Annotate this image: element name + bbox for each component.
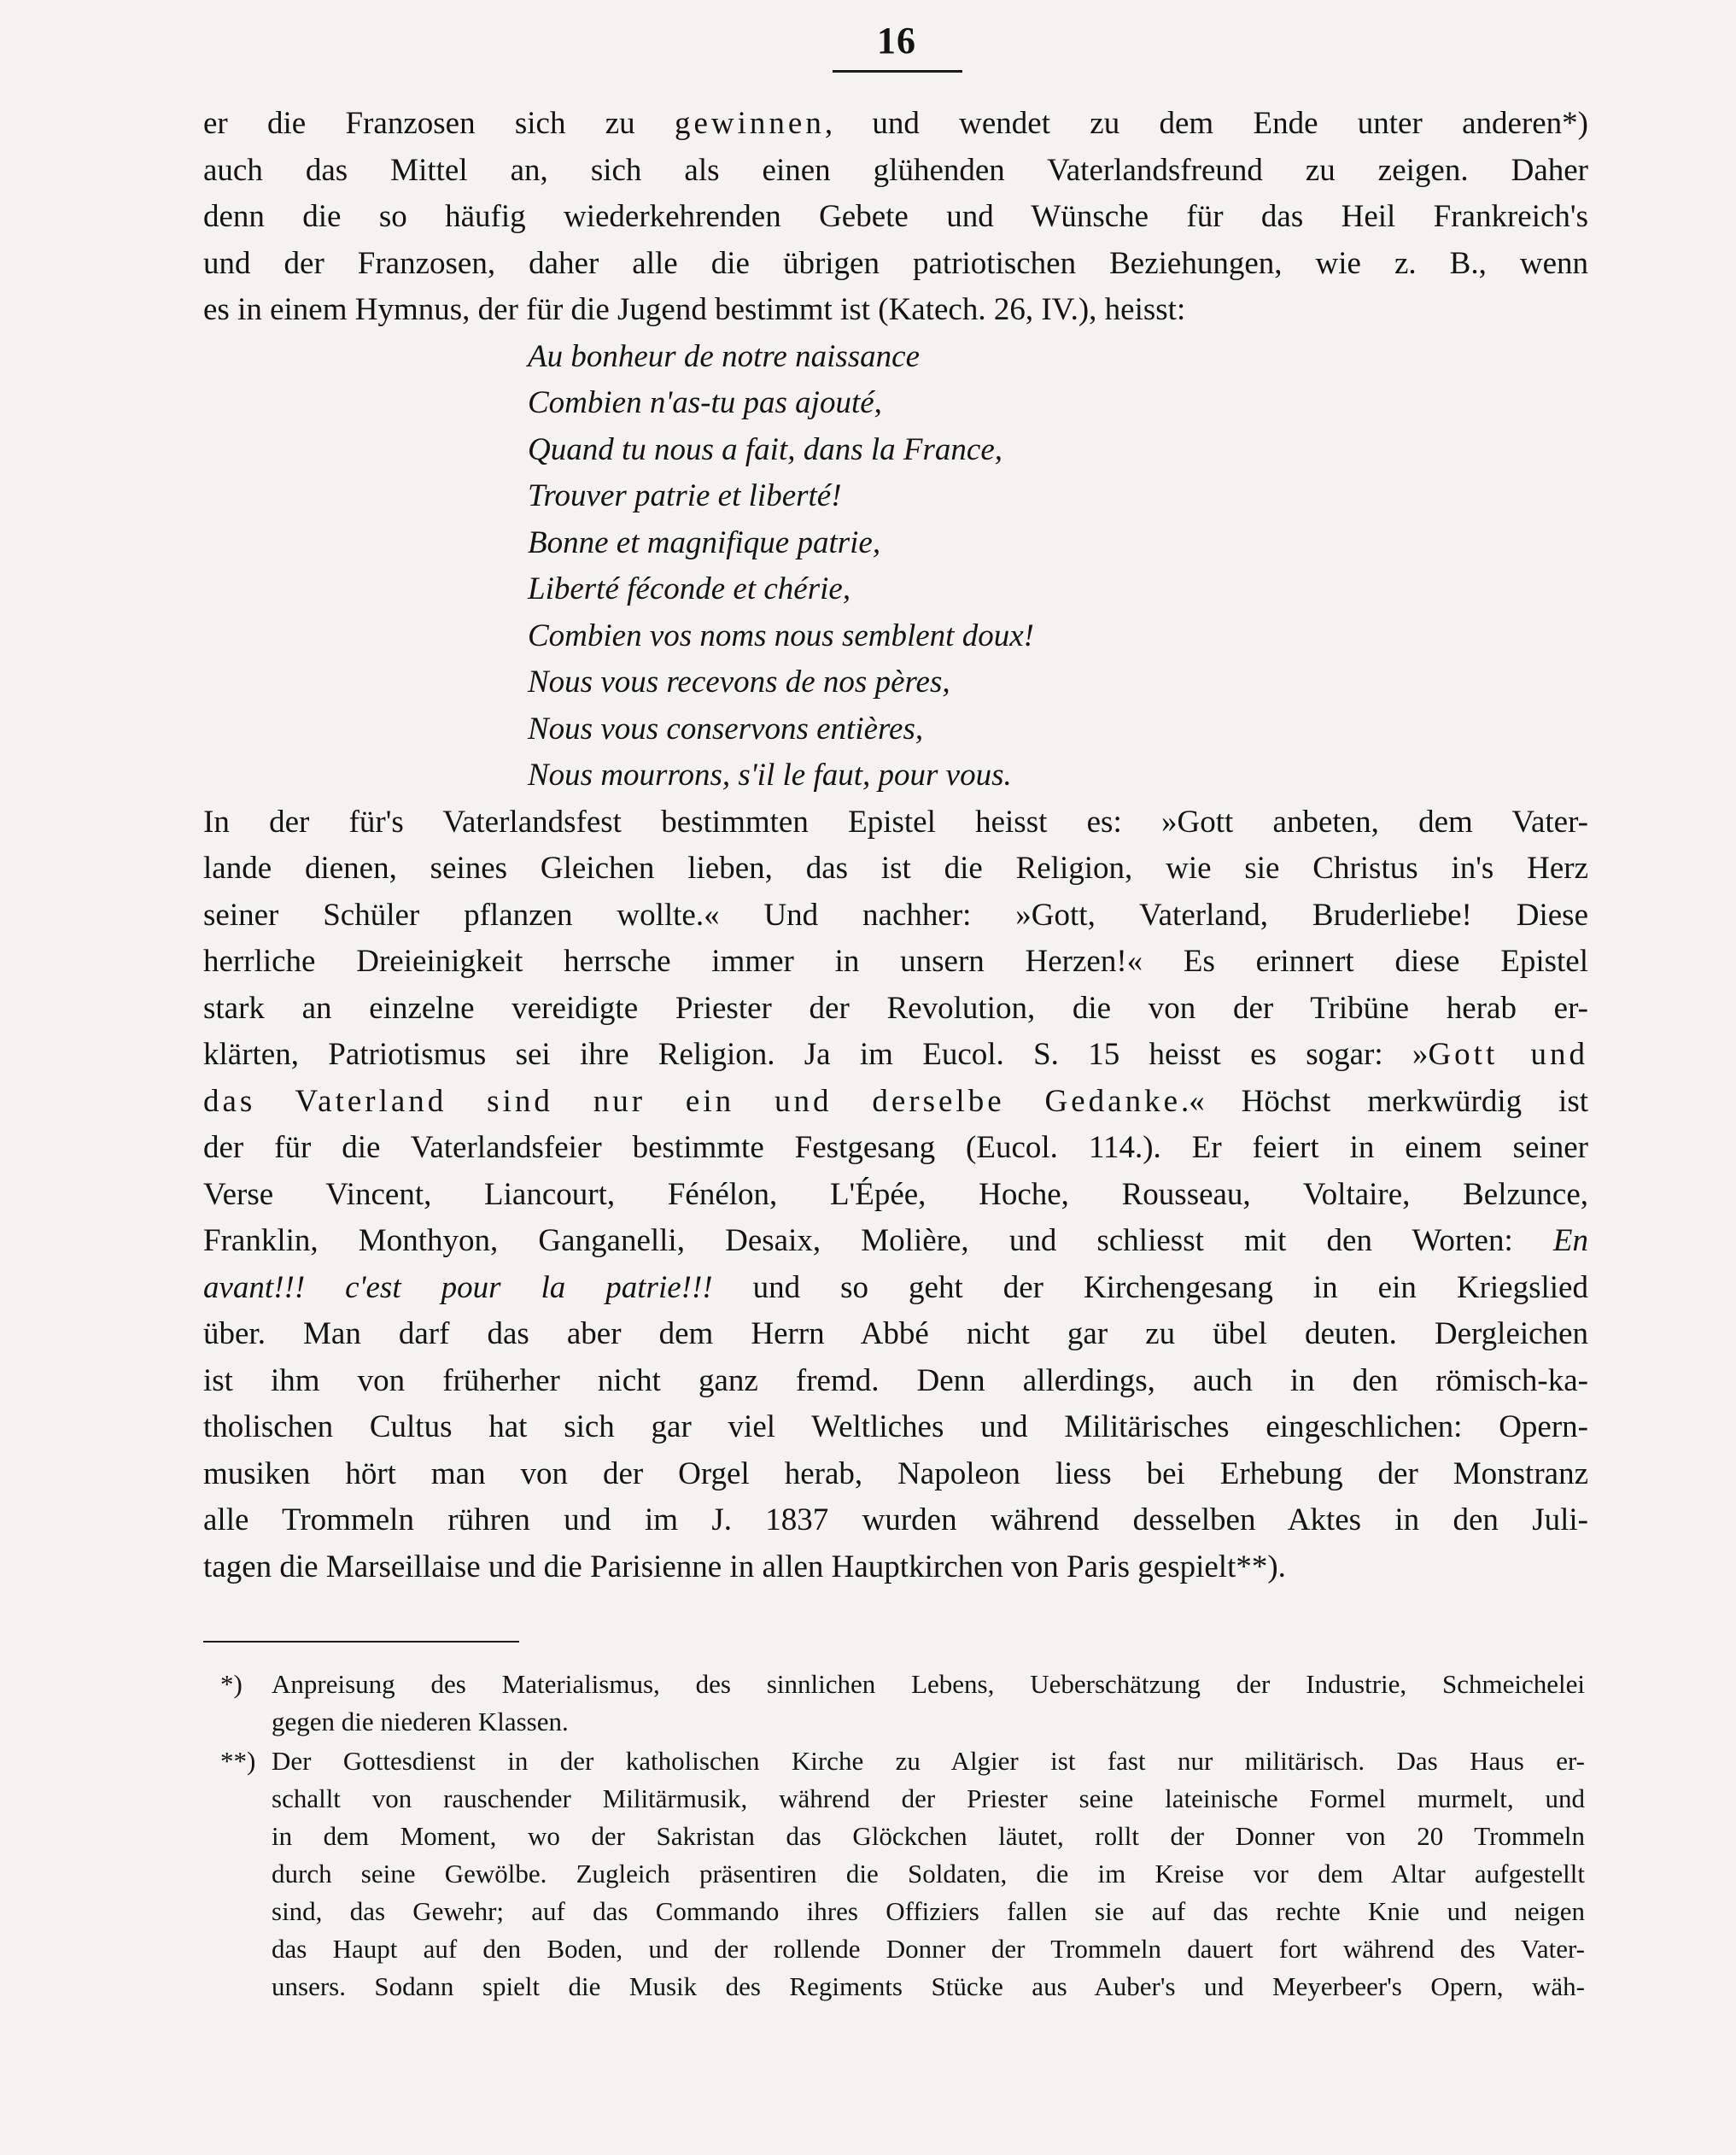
verse-line: Au bonheur de notre naissance [528, 338, 920, 374]
footnote-marker: **) [220, 1746, 256, 1776]
text-line: stark an einzelne vereidigte Priester der Revolution, die von der Tribüne herab er- [203, 990, 1588, 1026]
footnote-marker: *) [220, 1669, 243, 1699]
page-number-rule [833, 70, 962, 73]
text-line: In der für's Vaterlandsfest bestimmten Epistel heisst es: »Gott anbeten, dem Vater- [203, 804, 1588, 840]
footnote-line: in dem Moment, wo der Sakristan das Glöckchen läutet, rollt der Donner von 20 Trommeln [272, 1821, 1585, 1851]
text-line: und der Franzosen, daher alle die übrigen patriotischen Beziehungen, wie z. B., wenn [203, 245, 1588, 281]
verse-line: Trouver patrie et liberté! [528, 478, 842, 513]
text-line: klärten, Patriotismus sei ihre Religion. Ja im Eucol. S. 15 heisst es sogar: »Gott und [203, 1037, 1588, 1072]
text-line: ist ihm von früherher nicht ganz fremd. Denn allerdings, auch in den römisch-ka- [203, 1362, 1588, 1398]
footnote-line: gegen die niederen Klassen. [272, 1707, 569, 1736]
verse-line: Nous mourrons, s'il le faut, pour vous. [528, 758, 1012, 793]
footnote [220, 1666, 1585, 1741]
footnote-line: sind, das Gewehr; auf das Commando ihres Offiziers fallen sie auf das rechte Knie und neigen [272, 1896, 1585, 1926]
main-text [203, 101, 1588, 1590]
text-line: er die Franzosen sich zu gewinnen, und wendet zu dem Ende unter anderen*) [203, 106, 1588, 141]
emphasis-spaced: Gott und [1428, 1037, 1588, 1072]
text-line: auch das Mittel an, sich als einen glühenden Vaterlandsfreund zu zeigen. Daher [203, 152, 1588, 188]
footnotes [220, 1666, 1585, 2006]
text-line: Franklin, Monthyon, Ganganelli, Desaix, Molière, und schliesst mit den Worten: En [203, 1223, 1588, 1258]
footnote-divider [203, 1641, 519, 1643]
text-line: alle Trommeln rühren und im J. 1837 wurden während desselben Aktes in den Juli- [203, 1502, 1588, 1537]
text-line: es in einem Hymnus, der für die Jugend bestimmt ist (Katech. 26, IV.), heisst: [203, 292, 1186, 327]
footnote-line: durch seine Gewölbe. Zugleich präsentiren die Soldaten, die im Kreise vor dem Altar aufgestellt [272, 1859, 1585, 1889]
footnote-line: unsers. Sodann spielt die Musik des Regiments Stücke aus Auber's und Meyerbeer's Opern, wäh- [272, 1971, 1585, 2001]
verse-line: Quand tu nous a fait, dans la France, [528, 431, 1003, 467]
emphasis-spaced: das Vaterland sind nur ein und derselbe Gedanke [203, 1083, 1181, 1119]
text-line: herrliche Dreieinigkeit herrsche immer in unsern Herzen!« Es erinnert diese Epistel [203, 944, 1588, 979]
emphasis-spaced: gewinnen [674, 106, 825, 141]
text-line: musiken hört man von der Orgel herab, Napoleon liess bei Erhebung der Monstranz [203, 1455, 1588, 1491]
verse-line: Liberté féconde et chérie, [528, 571, 851, 606]
text-line: tagen die Marseillaise und die Parisienne in allen Hauptkirchen von Paris gespielt**). [203, 1549, 1286, 1584]
text-line: avant!!! c'est pour la patrie!!! und so geht der Kirchengesang in ein Kriegslied [203, 1269, 1588, 1305]
text-line: denn die so häufig wiederkehrenden Gebete und Wünsche für das Heil Frankreich's [203, 199, 1588, 234]
text-line: das Vaterland sind nur ein und derselbe Gedanke.« Höchst merkwürdig ist [203, 1083, 1588, 1119]
text-line: über. Man darf das aber dem Herrn Abbé nicht gar zu übel deuten. Dergleichen [203, 1316, 1588, 1351]
verse-line: Bonne et magnifique patrie, [528, 524, 881, 560]
text-line: lande dienen, seines Gleichen lieben, das ist die Religion, wie sie Christus in's Herz [203, 851, 1588, 886]
footnote-line: schallt von rauschender Militärmusik, während der Priester seine lateinische Formel murmelt, und [272, 1783, 1585, 1813]
text-line: Verse Vincent, Liancourt, Fénélon, L'Épée, Hoche, Rousseau, Voltaire, Belzunce, [203, 1176, 1588, 1212]
text-line: tholischen Cultus hat sich gar viel Weltliches und Militärisches eingeschlichen: Opern- [203, 1409, 1588, 1444]
page-number: 16 [877, 20, 916, 61]
emphasis-italic: En [1552, 1223, 1588, 1258]
text-line: der für die Vaterlandsfeier bestimmte Festgesang (Eucol. 114.). Er feiert in einem seiner [203, 1130, 1588, 1165]
verse-line: Nous vous conservons entières, [528, 711, 924, 747]
text-line: seiner Schüler pflanzen wollte.« Und nachher: »Gott, Vaterland, Bruderliebe! Diese [203, 897, 1588, 933]
emphasis-italic: avant!!! c'est pour la patrie!!! [203, 1269, 713, 1305]
verse-line: Combien n'as-tu pas ajouté, [528, 385, 882, 420]
footnote [220, 1742, 1585, 2006]
footnote-line: Anpreisung des Materialismus, des sinnlichen Lebens, Ueberschätzung der Industrie, Schmeichelei [272, 1669, 1585, 1699]
verse-line: Nous vous recevons de nos pères, [528, 665, 950, 700]
footnote-line: Der Gottesdienst in der katholischen Kirche zu Algier ist fast nur militärisch. Das Haus er- [272, 1746, 1585, 1776]
footnote-line: das Haupt auf den Boden, und der rollende Donner der Trommeln dauert fort während des Vater- [272, 1934, 1585, 1964]
verse-line: Combien vos noms nous semblent doux! [528, 618, 1034, 653]
